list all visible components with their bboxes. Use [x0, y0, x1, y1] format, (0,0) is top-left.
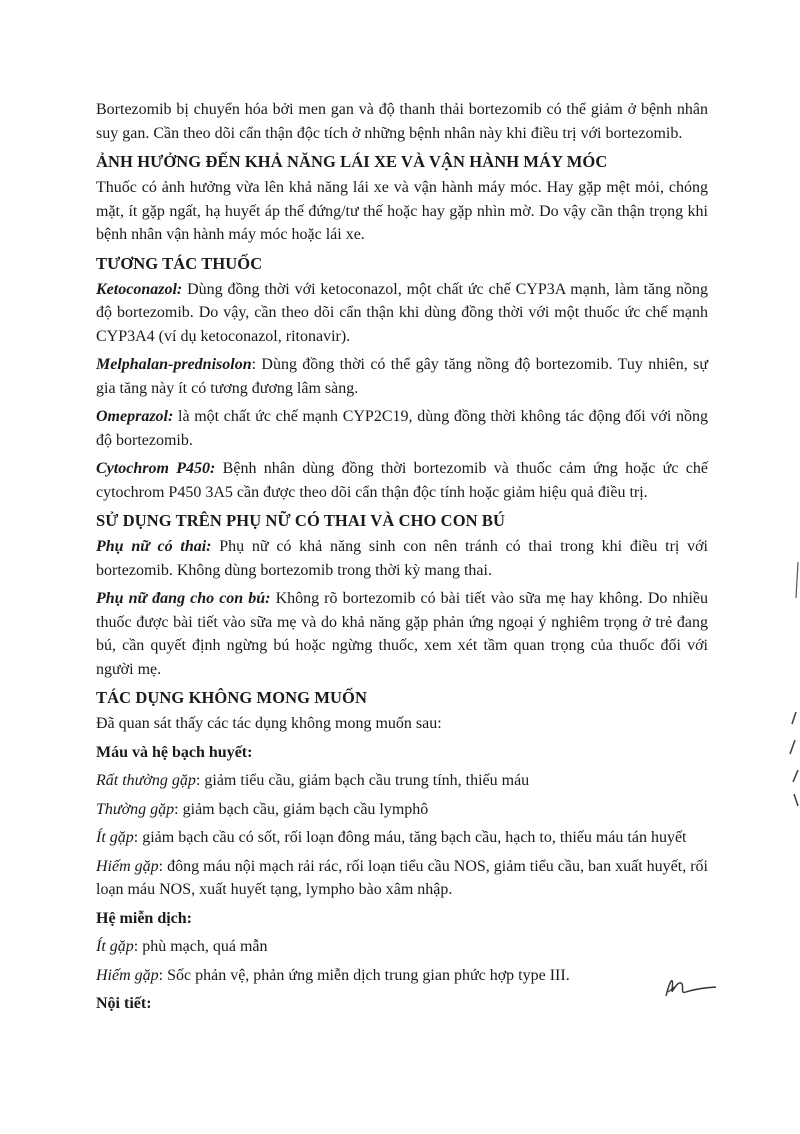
effect-text: : đông máu nội mạch rải rác, rối loạn tiểu cầu NOS, giảm tiểu cầu, ban xuất huyết, rối loạn máu NOS, xuất huyết tạng, lympho bào xâm nhập. [96, 857, 709, 898]
adverse-intro: Đã quan sát thấy các tác dụng không mong muốn sau: [96, 715, 442, 732]
interaction-text: Bệnh nhân dùng đồng thời bortezomib và thuốc cảm ứng hoặc ức chế cytochrom P450 3A5 cần được theo dõi cẩn thận độc tính hoặc giảm hiệu quả điều trị. [96, 460, 708, 501]
effect-text: : giảm bạch cầu có sốt, rối loạn đông máu, tăng bạch cầu, hạch to, thiếu máu tán huyết [133, 829, 687, 846]
blood-effect [96, 798, 708, 822]
section-immune: Hệ miễn dịch: [96, 909, 192, 927]
breastfeeding-lead: Phụ nữ đang cho con bú: [96, 590, 271, 607]
interaction-lead: Melphalan-prednisolon [96, 356, 252, 373]
frequency-label: Thường gặp [96, 800, 175, 818]
pregnancy-item [96, 535, 708, 582]
blood-effect [96, 855, 708, 902]
interaction-ketoconazol [96, 278, 708, 349]
interaction-text: là một chất ức chế mạnh CYP2C19, dùng đồng thời không tác động đối với nồng độ bortezomib. [96, 408, 708, 449]
scan-edge-mark [792, 560, 800, 600]
interaction-cytochrom [96, 457, 708, 504]
interaction-lead: Omeprazol: [96, 408, 174, 425]
interaction-text: : Dùng đồng thời có thể gây tăng nồng độ bortezomib. Tuy nhiên, sự gia tăng này ít có tương đương lâm sàng. [96, 356, 708, 397]
pregnancy-lead: Phụ nữ có thai: [96, 538, 212, 555]
heading-interactions: TƯƠNG TÁC THUỐC [96, 253, 263, 273]
scan-edge-mark [786, 710, 800, 810]
frequency-label: Ít gặp [96, 829, 134, 846]
effect-text: : giảm bạch cầu, giảm bạch cầu lymphô [174, 800, 429, 818]
document-body [96, 98, 708, 1021]
immune-effect [96, 964, 708, 988]
pregnancy-text: Phụ nữ có khả năng sinh con nên tránh có thai trong khi điều trị với bortezomib. Không dùng bortezomib trong thời kỳ mang thai. [96, 538, 709, 579]
interaction-omeprazol [96, 405, 708, 452]
effect-text: : Sốc phản vệ, phản ứng miễn dịch trung gian phức hợp type III. [158, 966, 570, 984]
frequency-label: Hiếm gặp [96, 966, 159, 984]
blood-effect [96, 826, 708, 850]
interaction-lead: Cytochrom P450: [96, 460, 216, 477]
driving-paragraph: Thuốc có ảnh hưởng vừa lên khả năng lái xe và vận hành máy móc. Hay gặp mệt mỏi, chóng mặt, ít gặp ngất, hạ huyết áp thế đứng/tư thế hoặc hay gặp nhìn mờ. Do vậy cần thận trọng khi bệnh nhân vận hành máy móc hoặc lái xe. [96, 179, 708, 243]
heading-adverse-effects: TÁC DỤNG KHÔNG MONG MUỐN [96, 688, 367, 707]
section-endocrine: Nội tiết: [96, 995, 152, 1012]
effect-text: : phù mạch, quá mẫn [133, 938, 268, 955]
interaction-lead: Ketoconazol: [96, 280, 183, 298]
effect-text: : giảm tiểu cầu, giảm bạch cầu trung tính, thiếu máu [195, 772, 530, 789]
handwritten-initials [660, 970, 720, 1004]
frequency-label: Ít gặp [96, 938, 134, 955]
heading-pregnancy: SỬ DỤNG TRÊN PHỤ NỮ CÓ THAI VÀ CHO CON BÚ [96, 511, 505, 530]
blood-effect [96, 769, 708, 793]
breastfeeding-item [96, 587, 708, 681]
breastfeeding-text: Không rõ bortezomib có bài tiết vào sữa mẹ hay không. Do nhiều thuốc được bài tiết vào sữa mẹ và do khả năng gặp phản ứng ngoại ý nghiêm trọng ở trẻ đang bú, cần quyết định ngừng bú hoặc ngừng thuốc, xem xét tầm quan trọng của thuốc đối với người mẹ. [96, 590, 708, 678]
immune-effect [96, 935, 708, 959]
section-blood: Máu và hệ bạch huyết: [96, 743, 253, 761]
frequency-label: Hiếm gặp [96, 857, 159, 875]
intro-paragraph: Bortezomib bị chuyển hóa bởi men gan và độ thanh thải bortezomib có thể giảm ở bệnh nhân suy gan. Cần theo dõi cẩn thận độc tích ở những bệnh nhân này khi điều trị với bortezomib. [96, 101, 708, 142]
interaction-text: Dùng đồng thời với ketoconazol, một chất ức chế CYP3A mạnh, làm tăng nồng độ bortezomib. Do vậy, cần theo dõi cẩn thận khi dùng đồng thời với một thuốc ức chế mạnh CYP3A4 (ví dụ ketoconazol, ritonavir). [96, 280, 708, 345]
interaction-melphalan [96, 353, 708, 400]
heading-driving: ẢNH HƯỞNG ĐẾN KHẢ NĂNG LÁI XE VÀ VẬN HÀNH MÁY MÓC [96, 152, 608, 171]
frequency-label: Rất thường gặp [96, 772, 196, 789]
